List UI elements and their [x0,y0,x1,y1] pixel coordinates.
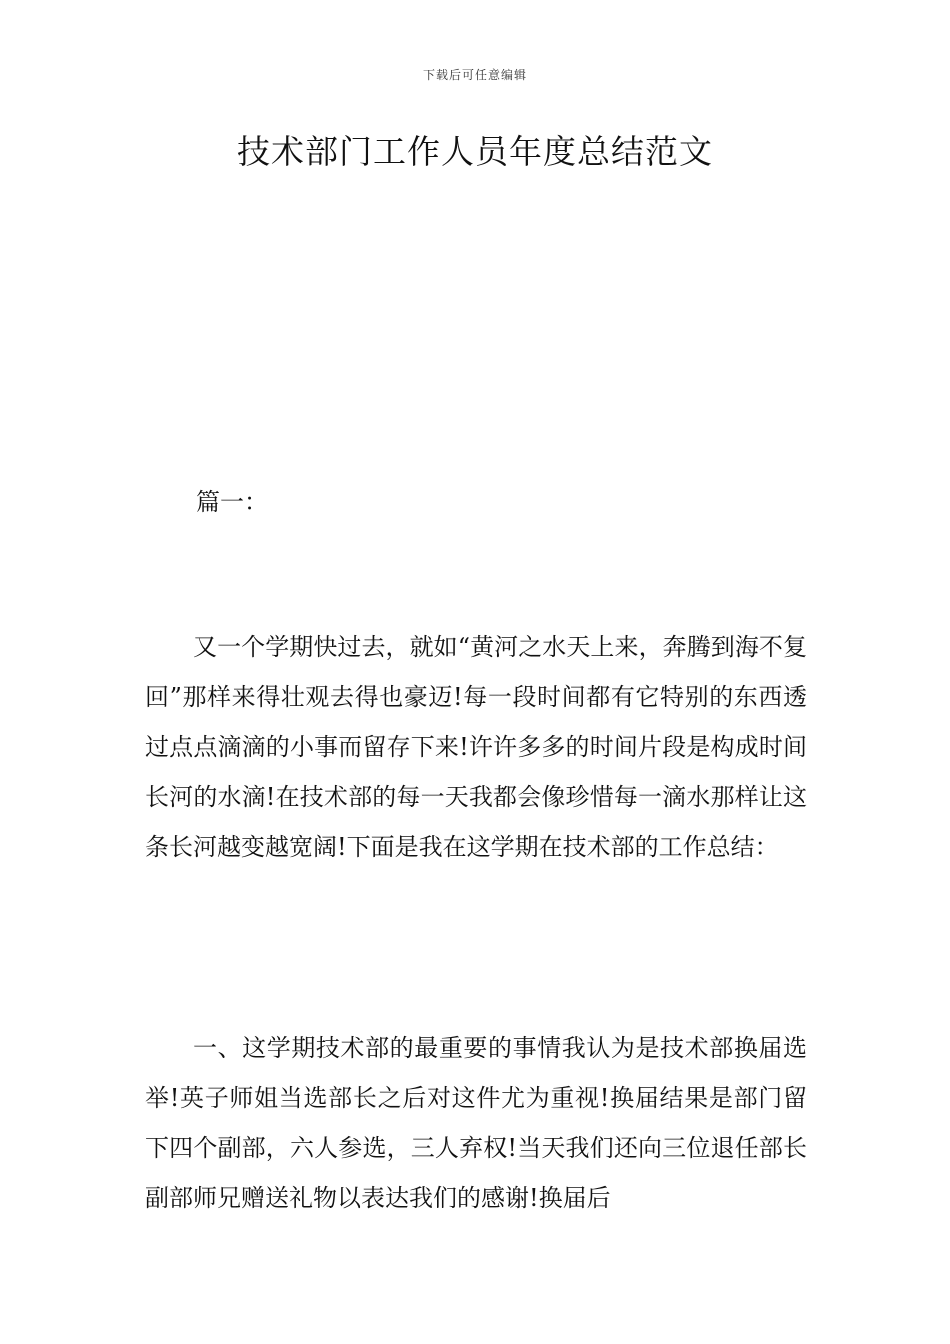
body-paragraph-1: 又一个学期快过去，就如“黄河之水天上来，奔腾到海不复回”那样来得壮观去得也豪迈!每一段时间都有它特别的东西透过点点滴滴的小事而留存下来!许许多多的时间片段是构成时间长河的水滴!在技术部的每一天我都会像珍惜每一滴水那样让这条长河越变越宽阔!下面是我在这学期在技术部的工作总结： [145,633,807,861]
body-paragraph-2: 一、这学期技术部的最重要的事情我认为是技术部换届选举!英子师姐当选部长之后对这件尤为重视!换届结果是部门留下四个副部，六人参选，三人弃权!当天我们还向三位退任部长副部师兄赠送礼物以表达我们的感谢!换届后 [145,1034,807,1212]
header-note: 下载后可任意编辑 [422,68,527,82]
section-label: 篇一： [196,488,268,516]
document-title: 技术部门工作人员年度总结范文 [237,132,713,171]
